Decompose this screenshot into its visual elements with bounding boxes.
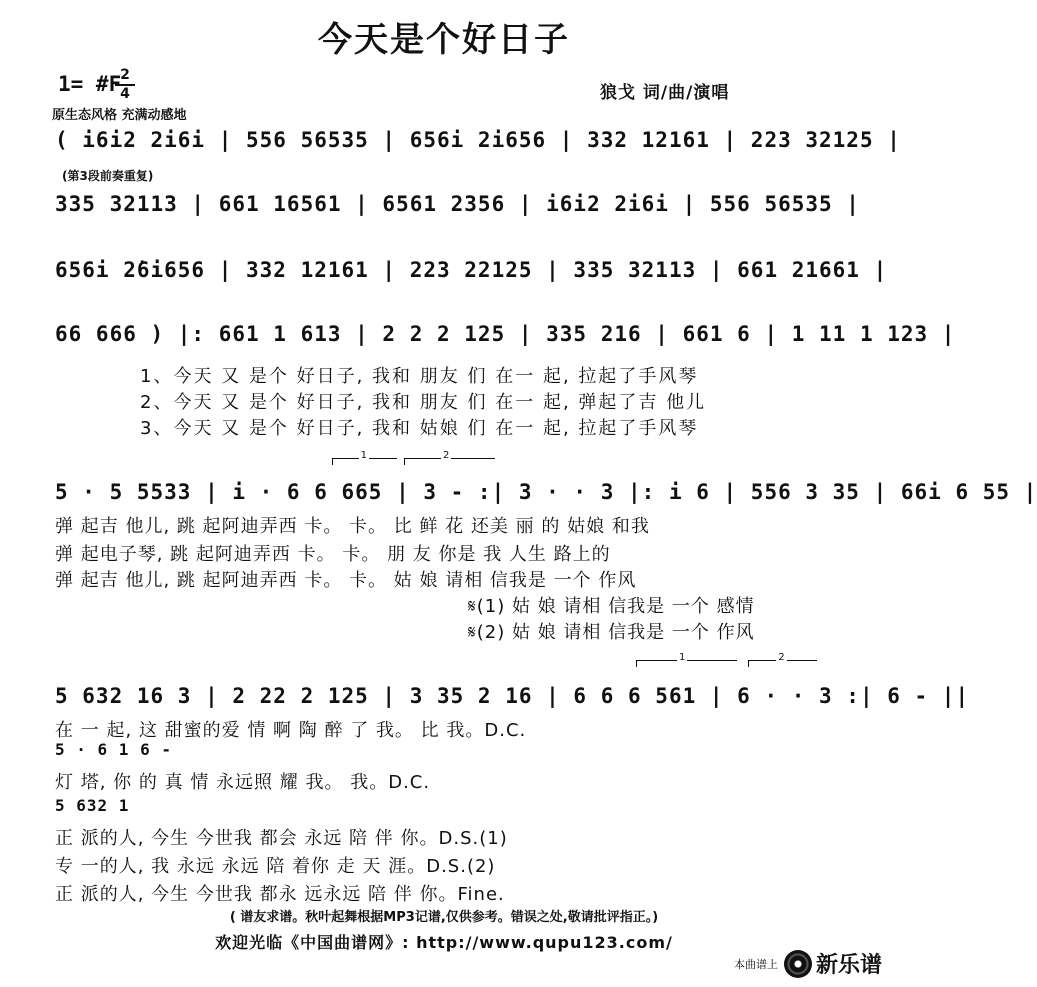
prelude-note: (第3段前奏重复) bbox=[62, 169, 154, 183]
ending-lyric-2: 灯 塔, 你 的 真 情 永远照 耀 我。 我。D.C. bbox=[55, 772, 431, 793]
chorus-lyric-1: 弹 起吉 他儿, 跳 起阿迪弄西 卡。 卡。 比 鲜 花 还美 丽 的 姑娘 和我 bbox=[55, 516, 650, 537]
volta-bracket-1: 1 bbox=[332, 458, 397, 465]
notation-row-4: 66 666 ) |: 661 1 613 | 2 2 2 125 | 335 216 | 661 6 | 1 11 1 123 | bbox=[55, 322, 956, 346]
brand-logo bbox=[734, 948, 882, 979]
ending-lyric-5: 正 派的人, 今生 今世我 都永 远永远 陪 伴 你。Fine. bbox=[55, 884, 505, 905]
volta-bracket-2: 2 bbox=[404, 458, 495, 465]
meter-top: 2 bbox=[120, 67, 130, 83]
notation-row-1: ( i6i2 2i6i | 556 56535 | 656i 2i656 | 332 12161 | 223 32125 | bbox=[55, 128, 901, 152]
verse-lyric-1: 1、今天 又 是个 好日子, 我和 朋友 们 在一 起, 拉起了手风琴 bbox=[140, 366, 699, 387]
ending-lyric-3: 正 派的人, 今生 今世我 都会 永远 陪 伴 你。D.S.(1) bbox=[55, 828, 508, 849]
record-disc-icon bbox=[784, 950, 812, 978]
style-marking: 原生态风格 充满动感地 bbox=[52, 108, 187, 123]
notation-row-3: 656i 2̇6i656 | 332 12161 | 223 22125 | 335 32113 | 661 21661 | bbox=[55, 258, 888, 282]
time-signature bbox=[115, 68, 135, 102]
ending-lyric-1: 在 一 起, 这 甜蜜的爱 情 啊 陶 醉 了 我。 比 我。D.C. bbox=[55, 720, 527, 741]
footnote: ( 谱友求谱。秋叶起舞根据MP3记谱,仅供参考。错误之处,敬请批评指正。) bbox=[229, 910, 659, 925]
notation-row-5: 5 · 5 5533 | i · 6 6 665 | 3 - :| 3 · · 3 |: i 6 | 556 3 35 | 66i 6 55 | bbox=[55, 480, 1037, 504]
segno-lyric-2: 𝄋(2) 姑 娘 请相 信我是 一个 作风 bbox=[468, 622, 755, 643]
credits: 狼戈 词/曲/演唱 bbox=[600, 83, 730, 103]
notation-row-2: 335 32113 | 661 16561 | 6561 2356 | i6i2 2i6i | 556 56535 | bbox=[55, 192, 860, 216]
brand-name: 新乐谱 bbox=[815, 953, 882, 978]
verse-lyric-2: 2、今天 又 是个 好日子, 我和 朋友 们 在一 起, 弹起了吉 他儿 bbox=[140, 392, 707, 413]
meter-bottom: 4 bbox=[120, 86, 130, 102]
volta-bracket-3: 1 bbox=[636, 660, 737, 667]
page-title: 今天是个好日子 bbox=[318, 20, 570, 60]
volta-bracket-4: 2 bbox=[748, 660, 817, 667]
brand-prefix: 本曲谱上 bbox=[733, 957, 778, 971]
alt-notes-2: 5 632 1 bbox=[55, 796, 130, 815]
ending-lyric-4: 专 一的人, 我 永远 永远 陪 着你 走 天 涯。D.S.(2) bbox=[55, 856, 496, 877]
segno-lyric-1: 𝄋(1) 姑 娘 请相 信我是 一个 感情 bbox=[468, 596, 755, 617]
welcome-link[interactable]: 欢迎光临《中国曲谱网》: http://www.qupu123.com/ bbox=[215, 933, 673, 952]
verse-lyric-3: 3、今天 又 是个 好日子, 我和 姑娘 们 在一 起, 拉起了手风琴 bbox=[140, 418, 699, 439]
key-signature: 1= #F bbox=[58, 72, 122, 96]
chorus-lyric-2: 弹 起电子琴, 跳 起阿迪弄西 卡。 卡。 朋 友 你是 我 人生 路上的 bbox=[55, 544, 611, 565]
alt-notes-1: 5 · 6 1 6 - bbox=[55, 740, 172, 759]
notation-row-6: 5 632 16 3 | 2 22 2 125 | 3 35 2 16 | 6 6 6 561 | 6 · · 3 :| 6 - || bbox=[55, 684, 970, 708]
chorus-lyric-3: 弹 起吉 他儿, 跳 起阿迪弄西 卡。 卡。 姑 娘 请相 信我是 一个 作风 bbox=[55, 570, 637, 591]
